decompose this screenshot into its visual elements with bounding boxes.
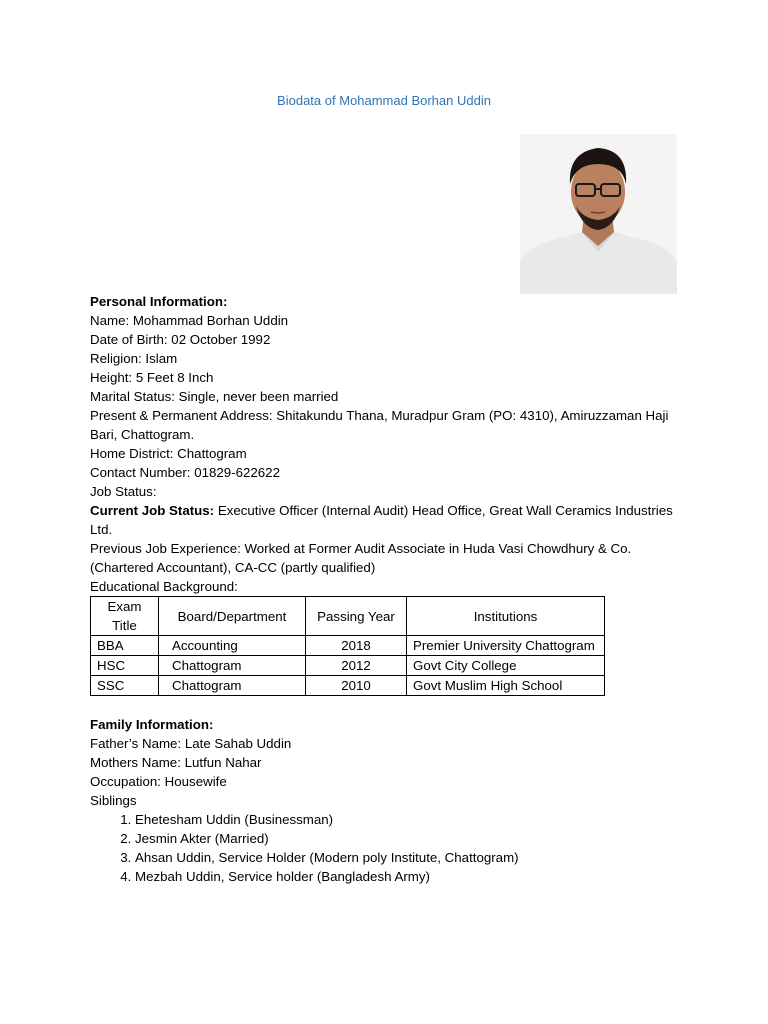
table-row [91, 656, 605, 676]
cell-board: Accounting [159, 636, 306, 656]
biodata-content [90, 292, 680, 886]
cell-exam: HSC [91, 656, 159, 676]
cell-board: Chattogram [159, 676, 306, 696]
personal-info-heading: Personal Information: [90, 294, 228, 309]
height-line: Height: 5 Feet 8 Inch [90, 370, 214, 385]
home-district-line: Home District: Chattogram [90, 446, 247, 461]
name-line: Name: Mohammad Borhan Uddin [90, 313, 289, 328]
list-item: 2. Jesmin Akter (Married) [135, 829, 680, 848]
table-header-row [91, 597, 605, 636]
header-institutions: Institutions [407, 597, 605, 636]
marital-status-line: Marital Status: Single, never been married [90, 389, 339, 404]
person-photo-illustration [520, 134, 677, 294]
current-job-line [90, 501, 680, 539]
siblings-list [90, 810, 680, 886]
cell-institution: Govt Muslim High School [407, 676, 605, 696]
education-heading: Educational Background: [90, 579, 238, 594]
cell-institution: Premier University Chattogram [407, 636, 605, 656]
job-status-line: Job Status: [90, 484, 157, 499]
father-name-line: Father’s Name: Late Sahab Uddin [90, 736, 292, 751]
cell-year: 2012 [306, 656, 407, 676]
cell-year: 2010 [306, 676, 407, 696]
current-job-value: Executive Officer (Internal Audit) Head Office, Great Wall Ceramics Industries Ltd. [90, 503, 673, 537]
cell-exam: BBA [91, 636, 159, 656]
section-gap [90, 696, 680, 715]
mother-name-line: Mothers Name: Lutfun Nahar [90, 755, 262, 770]
cell-exam: SSC [91, 676, 159, 696]
header-board-department: Board/Department [159, 597, 306, 636]
list-item: 4. Mezbah Uddin, Service holder (Bangladesh Army) [135, 867, 680, 886]
cell-board: Chattogram [159, 656, 306, 676]
contact-number-line: Contact Number: 01829-622622 [90, 465, 280, 480]
religion-line: Religion: Islam [90, 351, 178, 366]
previous-job-line: Previous Job Experience: Worked at Former Audit Associate in Huda Vasi Chowdhury & Co. (Chartered Accountant), CA-CC (partly qualified) [90, 541, 632, 575]
occupation-line: Occupation: Housewife [90, 774, 227, 789]
education-table [90, 596, 605, 696]
list-item: 1. Ehetesham Uddin (Businessman) [135, 810, 680, 829]
address-line: Present & Permanent Address: Shitakundu Thana, Muradpur Gram (PO: 4310), Amiruzzaman Haji Bari, Chattogram. [90, 408, 669, 442]
siblings-label: Siblings [90, 793, 137, 808]
table-row [91, 636, 605, 656]
document-title: Biodata of Mohammad Borhan Uddin [277, 93, 491, 108]
cell-institution: Govt City College [407, 656, 605, 676]
table-row [91, 676, 605, 696]
header-passing-year: Passing Year [306, 597, 407, 636]
family-info-heading: Family Information: [90, 717, 214, 732]
cell-year: 2018 [306, 636, 407, 656]
dob-line: Date of Birth: 02 October 1992 [90, 332, 271, 347]
profile-photo [520, 134, 677, 294]
current-job-label: Current Job Status: [90, 503, 215, 518]
list-item: 3. Ahsan Uddin, Service Holder (Modern poly Institute, Chattogram) [135, 848, 680, 867]
header-exam-title: Exam Title [91, 597, 159, 636]
